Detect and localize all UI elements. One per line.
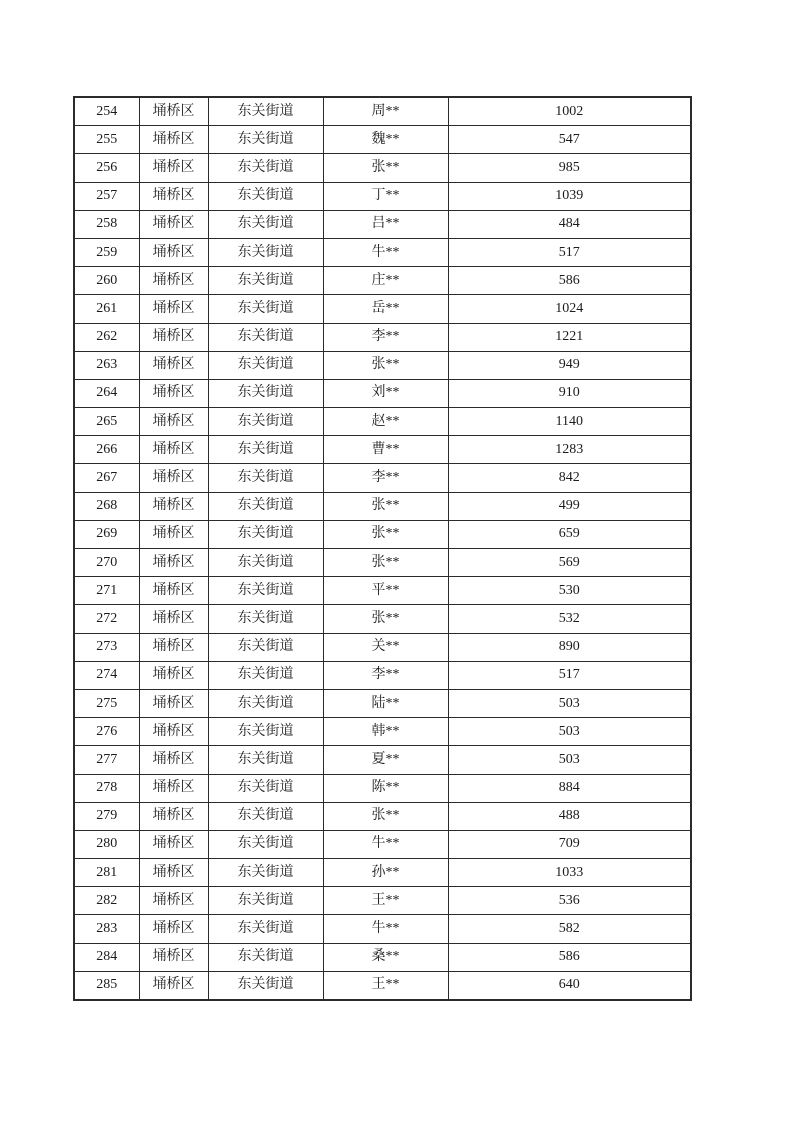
table-row [74, 830, 691, 858]
cell-value: 1221 [448, 323, 691, 351]
cell-value: 484 [448, 210, 691, 238]
cell-no: 276 [74, 718, 139, 746]
cell-district: 埇桥区 [139, 464, 208, 492]
cell-district: 埇桥区 [139, 97, 208, 126]
cell-street: 东关街道 [208, 238, 323, 266]
resident-data-table [73, 96, 692, 1001]
table-row [74, 464, 691, 492]
cell-no: 269 [74, 520, 139, 548]
cell-district: 埇桥区 [139, 718, 208, 746]
cell-street: 东关街道 [208, 746, 323, 774]
cell-name: 牛** [323, 915, 448, 943]
cell-district: 埇桥区 [139, 408, 208, 436]
cell-district: 埇桥区 [139, 943, 208, 971]
cell-no: 255 [74, 126, 139, 154]
table-row [74, 718, 691, 746]
cell-value: 1039 [448, 182, 691, 210]
cell-value: 547 [448, 126, 691, 154]
table-row [74, 408, 691, 436]
cell-name: 丁** [323, 182, 448, 210]
cell-no: 265 [74, 408, 139, 436]
cell-value: 503 [448, 746, 691, 774]
cell-value: 1140 [448, 408, 691, 436]
cell-district: 埇桥区 [139, 238, 208, 266]
table-row [74, 802, 691, 830]
table-row [74, 238, 691, 266]
cell-value: 530 [448, 577, 691, 605]
cell-name: 李** [323, 661, 448, 689]
cell-no: 282 [74, 887, 139, 915]
cell-district: 埇桥区 [139, 492, 208, 520]
cell-district: 埇桥区 [139, 126, 208, 154]
cell-name: 张** [323, 520, 448, 548]
cell-street: 东关街道 [208, 436, 323, 464]
cell-name: 赵** [323, 408, 448, 436]
cell-street: 东关街道 [208, 661, 323, 689]
cell-street: 东关街道 [208, 267, 323, 295]
cell-name: 张** [323, 605, 448, 633]
cell-street: 东关街道 [208, 351, 323, 379]
cell-street: 东关街道 [208, 323, 323, 351]
table-row [74, 689, 691, 717]
table-row [74, 633, 691, 661]
cell-value: 503 [448, 689, 691, 717]
cell-district: 埇桥区 [139, 859, 208, 887]
table-row [74, 887, 691, 915]
cell-no: 280 [74, 830, 139, 858]
cell-street: 东关街道 [208, 577, 323, 605]
cell-no: 285 [74, 971, 139, 1000]
cell-value: 949 [448, 351, 691, 379]
cell-street: 东关街道 [208, 126, 323, 154]
cell-name: 曹** [323, 436, 448, 464]
cell-no: 272 [74, 605, 139, 633]
cell-value: 985 [448, 154, 691, 182]
cell-no: 273 [74, 633, 139, 661]
cell-street: 东关街道 [208, 887, 323, 915]
cell-name: 李** [323, 464, 448, 492]
cell-district: 埇桥区 [139, 577, 208, 605]
cell-name: 张** [323, 351, 448, 379]
table-body [74, 97, 691, 1000]
cell-name: 夏** [323, 746, 448, 774]
cell-no: 284 [74, 943, 139, 971]
cell-value: 582 [448, 915, 691, 943]
cell-name: 陈** [323, 774, 448, 802]
cell-no: 270 [74, 549, 139, 577]
cell-name: 韩** [323, 718, 448, 746]
cell-name: 魏** [323, 126, 448, 154]
cell-street: 东关街道 [208, 295, 323, 323]
cell-street: 东关街道 [208, 830, 323, 858]
cell-value: 890 [448, 633, 691, 661]
cell-value: 532 [448, 605, 691, 633]
cell-value: 488 [448, 802, 691, 830]
table-row [74, 520, 691, 548]
cell-no: 259 [74, 238, 139, 266]
table-row [74, 915, 691, 943]
cell-street: 东关街道 [208, 689, 323, 717]
table-row [74, 577, 691, 605]
cell-street: 东关街道 [208, 605, 323, 633]
cell-street: 东关街道 [208, 492, 323, 520]
table-row [74, 971, 691, 1000]
cell-no: 277 [74, 746, 139, 774]
cell-no: 258 [74, 210, 139, 238]
cell-street: 东关街道 [208, 379, 323, 407]
cell-name: 张** [323, 549, 448, 577]
cell-name: 牛** [323, 830, 448, 858]
cell-value: 517 [448, 661, 691, 689]
cell-name: 李** [323, 323, 448, 351]
cell-district: 埇桥区 [139, 154, 208, 182]
cell-district: 埇桥区 [139, 323, 208, 351]
cell-district: 埇桥区 [139, 774, 208, 802]
table-row [74, 379, 691, 407]
cell-no: 281 [74, 859, 139, 887]
cell-name: 吕** [323, 210, 448, 238]
cell-name: 张** [323, 154, 448, 182]
cell-no: 254 [74, 97, 139, 126]
cell-street: 东关街道 [208, 97, 323, 126]
cell-name: 桑** [323, 943, 448, 971]
table-row [74, 605, 691, 633]
cell-value: 884 [448, 774, 691, 802]
table-row [74, 943, 691, 971]
cell-street: 东关街道 [208, 182, 323, 210]
cell-district: 埇桥区 [139, 379, 208, 407]
cell-value: 709 [448, 830, 691, 858]
cell-street: 东关街道 [208, 210, 323, 238]
table-row [74, 661, 691, 689]
cell-no: 260 [74, 267, 139, 295]
cell-district: 埇桥区 [139, 633, 208, 661]
table-row [74, 859, 691, 887]
cell-street: 东关街道 [208, 943, 323, 971]
cell-name: 王** [323, 971, 448, 1000]
cell-district: 埇桥区 [139, 267, 208, 295]
cell-value: 1283 [448, 436, 691, 464]
cell-value: 910 [448, 379, 691, 407]
cell-street: 东关街道 [208, 464, 323, 492]
cell-street: 东关街道 [208, 408, 323, 436]
cell-no: 275 [74, 689, 139, 717]
table-row [74, 436, 691, 464]
cell-name: 张** [323, 802, 448, 830]
table-row [74, 295, 691, 323]
cell-street: 东关街道 [208, 859, 323, 887]
cell-no: 283 [74, 915, 139, 943]
cell-no: 271 [74, 577, 139, 605]
cell-value: 640 [448, 971, 691, 1000]
cell-district: 埇桥区 [139, 830, 208, 858]
cell-value: 586 [448, 943, 691, 971]
cell-value: 1033 [448, 859, 691, 887]
table-row [74, 210, 691, 238]
cell-district: 埇桥区 [139, 520, 208, 548]
cell-value: 517 [448, 238, 691, 266]
cell-value: 499 [448, 492, 691, 520]
table-row [74, 126, 691, 154]
cell-street: 东关街道 [208, 633, 323, 661]
cell-name: 关** [323, 633, 448, 661]
cell-street: 东关街道 [208, 154, 323, 182]
cell-no: 263 [74, 351, 139, 379]
cell-district: 埇桥区 [139, 689, 208, 717]
table-row [74, 492, 691, 520]
cell-name: 牛** [323, 238, 448, 266]
cell-district: 埇桥区 [139, 915, 208, 943]
cell-district: 埇桥区 [139, 182, 208, 210]
cell-district: 埇桥区 [139, 802, 208, 830]
cell-district: 埇桥区 [139, 661, 208, 689]
cell-district: 埇桥区 [139, 971, 208, 1000]
cell-value: 1002 [448, 97, 691, 126]
table-row [74, 323, 691, 351]
cell-street: 东关街道 [208, 802, 323, 830]
table-row [74, 549, 691, 577]
cell-name: 平** [323, 577, 448, 605]
cell-no: 256 [74, 154, 139, 182]
cell-value: 569 [448, 549, 691, 577]
cell-no: 268 [74, 492, 139, 520]
table-row [74, 351, 691, 379]
cell-district: 埇桥区 [139, 887, 208, 915]
cell-value: 1024 [448, 295, 691, 323]
cell-no: 262 [74, 323, 139, 351]
cell-no: 274 [74, 661, 139, 689]
cell-no: 266 [74, 436, 139, 464]
cell-district: 埇桥区 [139, 605, 208, 633]
cell-district: 埇桥区 [139, 210, 208, 238]
cell-street: 东关街道 [208, 520, 323, 548]
cell-street: 东关街道 [208, 774, 323, 802]
cell-street: 东关街道 [208, 549, 323, 577]
cell-street: 东关街道 [208, 718, 323, 746]
cell-value: 536 [448, 887, 691, 915]
cell-value: 842 [448, 464, 691, 492]
cell-no: 257 [74, 182, 139, 210]
cell-name: 孙** [323, 859, 448, 887]
cell-value: 503 [448, 718, 691, 746]
cell-street: 东关街道 [208, 971, 323, 1000]
cell-value: 586 [448, 267, 691, 295]
cell-no: 267 [74, 464, 139, 492]
table-row [74, 97, 691, 126]
cell-district: 埇桥区 [139, 746, 208, 774]
cell-no: 278 [74, 774, 139, 802]
cell-district: 埇桥区 [139, 549, 208, 577]
table-row [74, 154, 691, 182]
cell-value: 659 [448, 520, 691, 548]
cell-name: 陆** [323, 689, 448, 717]
table-row [74, 774, 691, 802]
table-row [74, 267, 691, 295]
cell-no: 279 [74, 802, 139, 830]
table-row [74, 182, 691, 210]
cell-name: 庄** [323, 267, 448, 295]
cell-district: 埇桥区 [139, 351, 208, 379]
table-row [74, 746, 691, 774]
cell-name: 岳** [323, 295, 448, 323]
cell-district: 埇桥区 [139, 295, 208, 323]
cell-street: 东关街道 [208, 915, 323, 943]
cell-name: 张** [323, 492, 448, 520]
cell-no: 261 [74, 295, 139, 323]
cell-name: 周** [323, 97, 448, 126]
cell-no: 264 [74, 379, 139, 407]
cell-name: 刘** [323, 379, 448, 407]
cell-district: 埇桥区 [139, 436, 208, 464]
cell-name: 王** [323, 887, 448, 915]
